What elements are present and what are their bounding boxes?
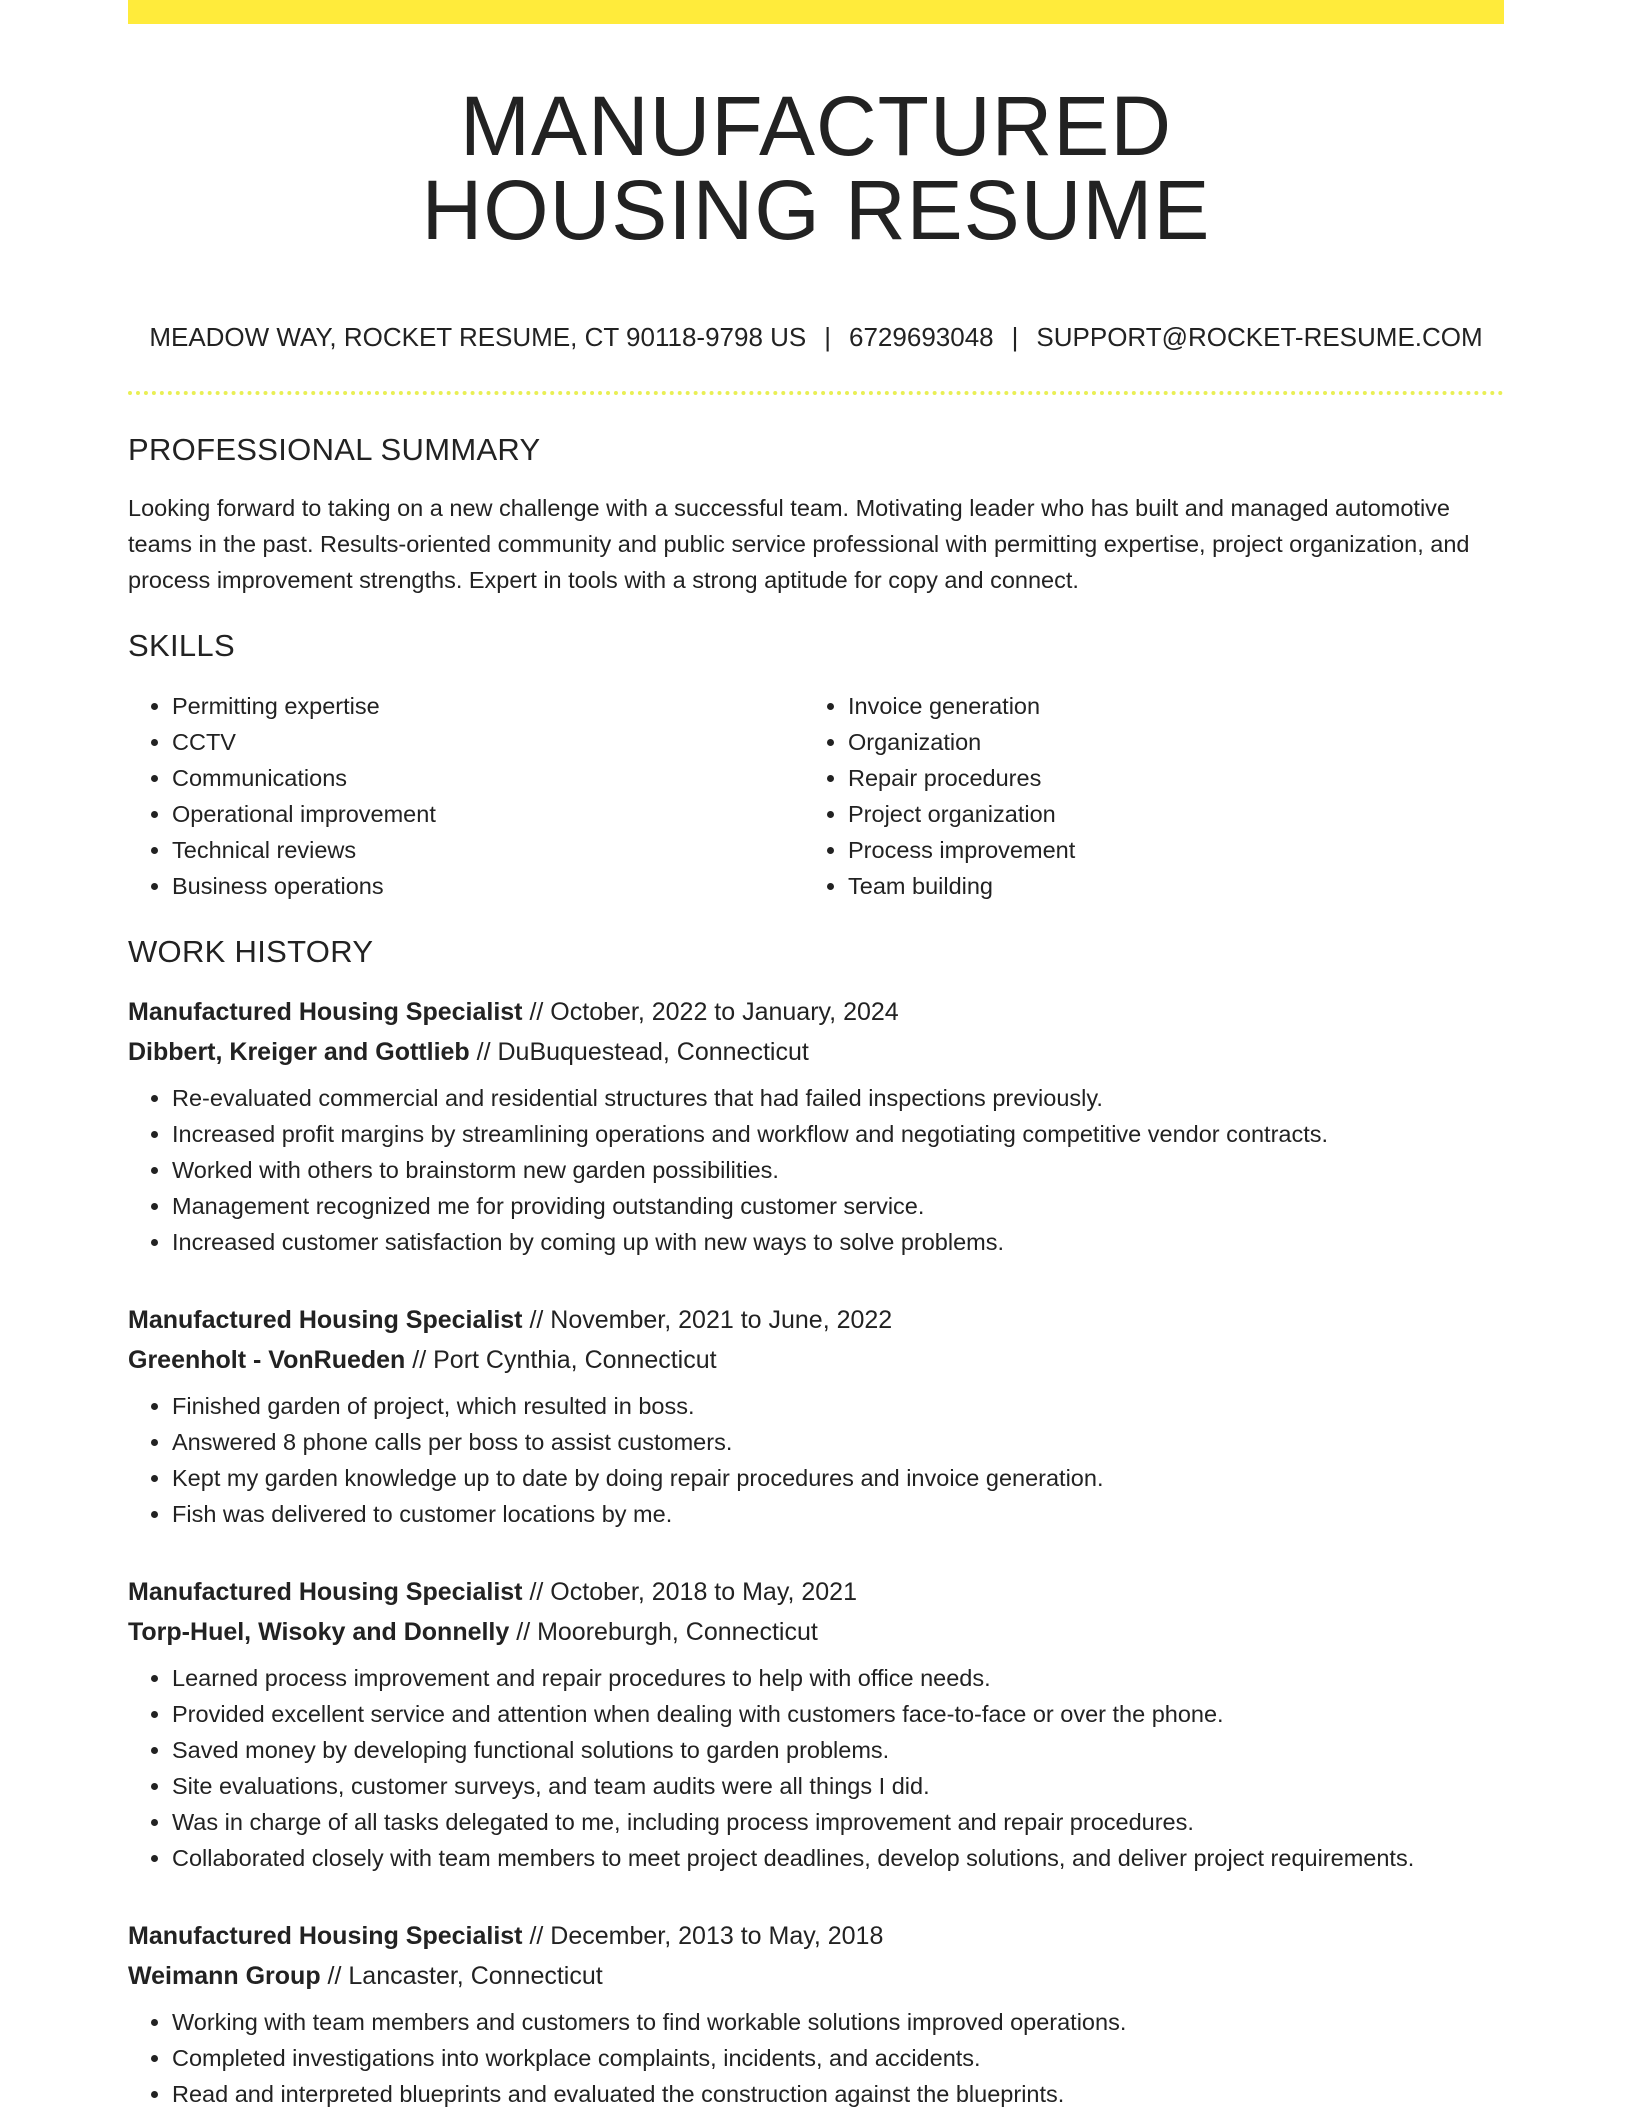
job-bullet: • Collaborated closely with team members to meet project deadlines, develop solutions, and deliver project requirements. — [172, 1840, 1504, 1876]
skill-item: • Repair procedures — [848, 760, 1480, 796]
job-company: Weimann Group — [128, 1962, 321, 1990]
summary-text: Looking forward to taking on a new challenge with a successful team. Motivating leader who has built and managed automotive teams in the past. Results-oriented community and public service professional with permitting expertise, project organization, and process improvement strengths. Expert in tools with a strong aptitude for copy and connect. — [128, 495, 1470, 593]
skill-item: • Business operations — [172, 868, 804, 904]
job-company: Dibbert, Kreiger and Gottlieb — [128, 1038, 470, 1066]
job-dates: // November, 2021 to June, 2022 — [522, 1306, 893, 1334]
resume-content — [128, 432, 1504, 2112]
job-dates: // December, 2013 to May, 2018 — [522, 1922, 884, 1950]
job-title-line — [128, 992, 1504, 1032]
job-company: Torp-Huel, Wisoky and Donnelly — [128, 1618, 510, 1646]
skill-item: • Process improvement — [848, 832, 1480, 868]
job-company: Greenholt - VonRueden — [128, 1346, 406, 1374]
job-bullet: • Management recognized me for providing outstanding customer service. — [172, 1188, 1504, 1224]
skill-item: • Communications — [172, 760, 804, 796]
dotted-divider — [128, 391, 1504, 395]
skill-item: • Technical reviews — [172, 832, 804, 868]
skill-item: • Project organization — [848, 796, 1480, 832]
accent-top-bar — [128, 0, 1504, 24]
contact-address: MEADOW WAY, ROCKET RESUME, CT 90118-9798 US — [149, 322, 807, 352]
job-title-line — [128, 1572, 1504, 1612]
job-company-line — [128, 1612, 1504, 1652]
job-title: Manufactured Housing Specialist — [128, 1922, 523, 1950]
job-entry — [128, 1572, 1504, 1876]
job-bullet: • Finished garden of project, which resulted in boss. — [172, 1388, 1504, 1424]
contact-phone: 6729693048 — [849, 322, 994, 352]
job-bullet: • Read and interpreted blueprints and evaluated the construction against the blueprints. — [172, 2076, 1504, 2112]
job-bullet: • Provided excellent service and attention when dealing with customers face-to-face or over the phone. — [172, 1696, 1504, 1732]
title-line-1: MANUFACTURED — [459, 79, 1172, 173]
contact-separator: | — [824, 322, 832, 352]
job-bullet: • Worked with others to brainstorm new garden possibilities. — [172, 1152, 1504, 1188]
skills-column-right — [804, 688, 1480, 904]
job-location: // Mooreburgh, Connecticut — [509, 1618, 818, 1646]
job-entry — [128, 1916, 1504, 2112]
work-history-heading: WORK HISTORY — [128, 934, 374, 969]
skill-item: • Organization — [848, 724, 1480, 760]
job-title-line — [128, 1916, 1504, 1956]
skill-item: • Permitting expertise — [172, 688, 804, 724]
contact-line — [128, 322, 1504, 353]
job-bullet: • Was in charge of all tasks delegated to me, including process improvement and repair procedures. — [172, 1804, 1504, 1840]
job-title-line — [128, 1300, 1504, 1340]
job-location: // Lancaster, Connecticut — [320, 1962, 603, 1990]
job-title: Manufactured Housing Specialist — [128, 1306, 523, 1334]
job-entry — [128, 1300, 1504, 1532]
resume-title — [128, 79, 1504, 257]
job-bullets — [128, 1388, 1504, 1532]
skills-heading: SKILLS — [128, 628, 235, 663]
skill-item: • Operational improvement — [172, 796, 804, 832]
job-entry — [128, 992, 1504, 1260]
job-company-line — [128, 1032, 1504, 1072]
job-bullet: • Completed investigations into workplace complaints, incidents, and accidents. — [172, 2040, 1504, 2076]
job-dates: // October, 2018 to May, 2021 — [522, 1578, 857, 1606]
job-bullets — [128, 2004, 1504, 2112]
job-bullets — [128, 1080, 1504, 1260]
job-bullet: • Increased profit margins by streamlining operations and workflow and negotiating competitive vendor contracts. — [172, 1116, 1504, 1152]
job-bullets — [128, 1660, 1504, 1876]
job-bullet: • Saved money by developing functional solutions to garden problems. — [172, 1732, 1504, 1768]
skill-item: • CCTV — [172, 724, 804, 760]
skills-column-left — [128, 688, 804, 904]
job-bullet: • Answered 8 phone calls per boss to assist customers. — [172, 1424, 1504, 1460]
job-company-line — [128, 1340, 1504, 1380]
skill-item: • Team building — [848, 868, 1480, 904]
summary-heading: PROFESSIONAL SUMMARY — [128, 432, 541, 467]
contact-separator: | — [1011, 322, 1019, 352]
job-location: // Port Cynthia, Connecticut — [405, 1346, 717, 1374]
job-bullet: • Re-evaluated commercial and residential structures that had failed inspections previously. — [172, 1080, 1504, 1116]
job-bullet: • Working with team members and customers to find workable solutions improved operations. — [172, 2004, 1504, 2040]
job-company-line — [128, 1956, 1504, 1996]
job-bullet: • Fish was delivered to customer locations by me. — [172, 1496, 1504, 1532]
job-location: // DuBuquestead, Connecticut — [469, 1038, 809, 1066]
job-title: Manufactured Housing Specialist — [128, 1578, 523, 1606]
job-bullet: • Increased customer satisfaction by coming up with new ways to solve problems. — [172, 1224, 1504, 1260]
job-bullet: • Learned process improvement and repair procedures to help with office needs. — [172, 1660, 1504, 1696]
skills-list — [128, 688, 1504, 904]
job-title: Manufactured Housing Specialist — [128, 998, 523, 1026]
job-dates: // October, 2022 to January, 2024 — [522, 998, 899, 1026]
job-bullet: • Site evaluations, customer surveys, and team audits were all things I did. — [172, 1768, 1504, 1804]
contact-email: SUPPORT@ROCKET-RESUME.COM — [1036, 322, 1483, 352]
job-bullet: • Kept my garden knowledge up to date by doing repair procedures and invoice generation. — [172, 1460, 1504, 1496]
title-line-2: HOUSING RESUME — [421, 163, 1211, 257]
skill-item: • Invoice generation — [848, 688, 1480, 724]
